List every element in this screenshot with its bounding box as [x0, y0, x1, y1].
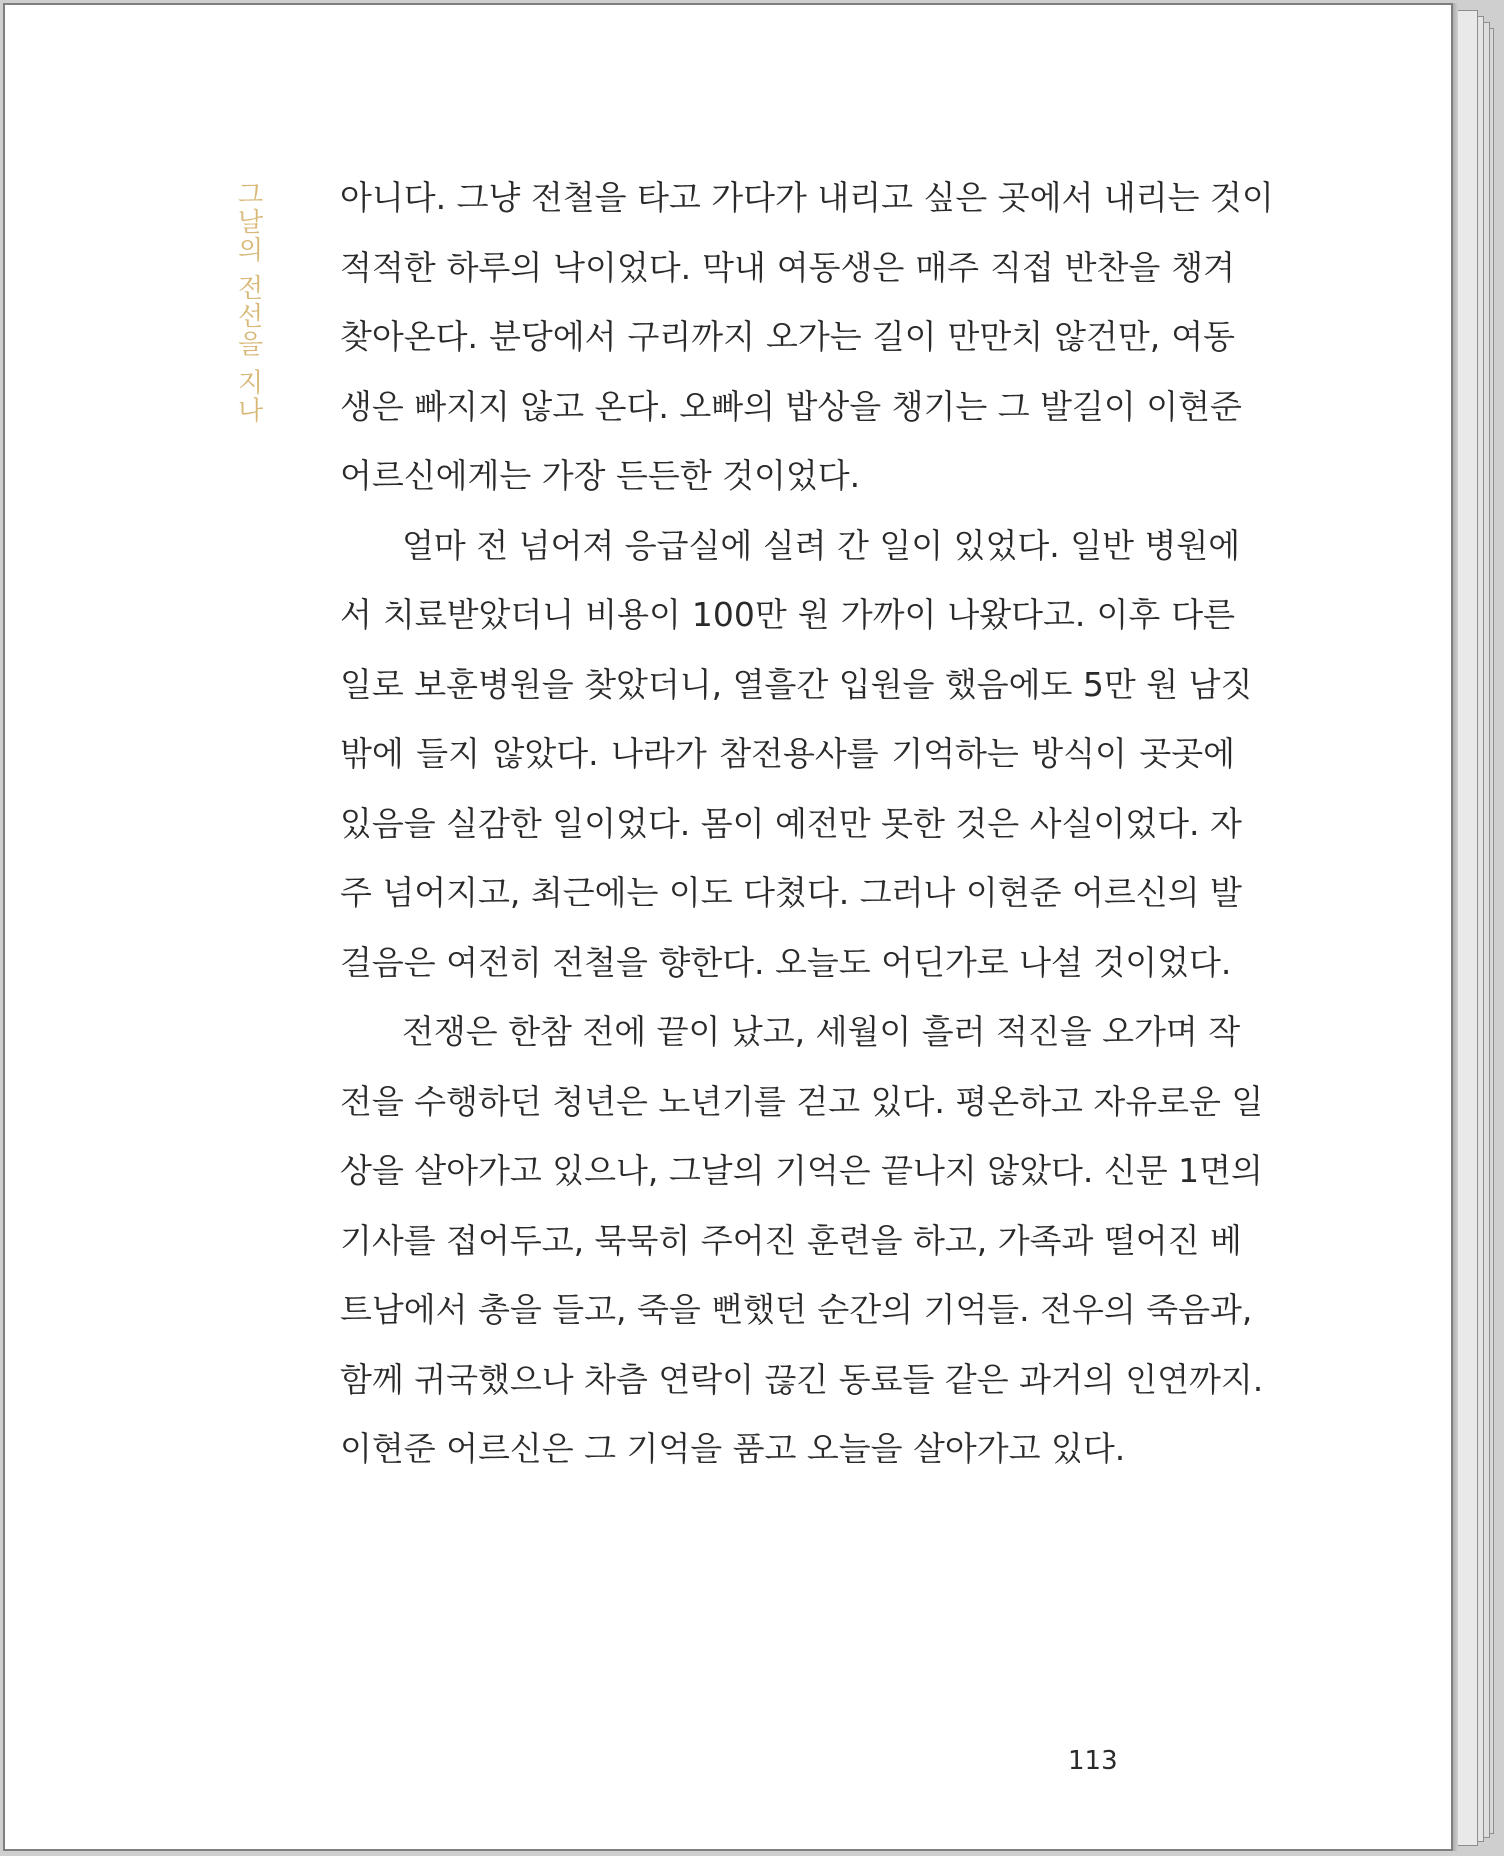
- text-line: 찾아온다. 분당에서 구리까지 오가는 길이 만만치 않건만, 여동: [340, 317, 1235, 356]
- text-line: 생은 빠지지 않고 온다. 오빠의 밥상을 챙기는 그 발길이 이현준: [340, 386, 1242, 426]
- text-line: 전을 수행하던 청년은 노년기를 걷고 있다. 평온하고 자유로운 일: [340, 1081, 1264, 1121]
- running-head: 그날의 전선을 지나: [233, 180, 263, 425]
- text-line: 밖에 들지 않았다. 나라가 참전용사를 기억하는 방식이 곳곳에: [340, 734, 1235, 773]
- paragraph-3: [340, 997, 1264, 1484]
- text-line: 서 치료받았더니 비용이 100만 원 가까이 나왔다고. 이후 다른: [340, 595, 1235, 634]
- text-line: 함께 귀국했으나 차츰 연락이 끊긴 동료들 같은 과거의 인연까지.: [340, 1359, 1264, 1399]
- text-line: 기사를 접어두고, 묵묵히 주어진 훈련을 하고, 가족과 떨어진 베: [340, 1220, 1242, 1260]
- paragraph-1: [340, 163, 1274, 511]
- text-line: 있음을 실감한 일이었다. 몸이 예전만 못한 것은 사실이었다. 자: [340, 803, 1242, 843]
- text-line: 상을 살아가고 있으나, 그날의 기억은 끝나지 않았다. 신문 1면의: [340, 1151, 1263, 1190]
- text-line: 트남에서 총을 들고, 죽을 뻔했던 순간의 기억들. 전우의 죽음과,: [340, 1290, 1253, 1329]
- page-number: 113: [1068, 1746, 1118, 1776]
- paragraph-2: [340, 511, 1253, 998]
- text-line: 적적한 하루의 낙이었다. 막내 여동생은 매주 직접 반찬을 챙겨: [340, 247, 1235, 287]
- text-line: 얼마 전 넘어져 응급실에 실려 간 일이 있었다. 일반 병원에: [402, 525, 1241, 565]
- text-line: 걸음은 여전히 전철을 향한다. 오늘도 어딘가로 나설 것이었다.: [340, 942, 1232, 982]
- text-line: 어르신에게는 가장 든든한 것이었다.: [340, 456, 861, 495]
- text-line: 일로 보훈병원을 찾았더니, 열흘간 입원을 했음에도 5만 원 남짓: [340, 664, 1253, 704]
- text-line: 주 넘어지고, 최근에는 이도 다쳤다. 그러나 이현준 어르신의 발: [340, 873, 1242, 912]
- body-text: [340, 163, 1274, 1484]
- page-edge: [1456, 10, 1478, 1846]
- text-line: 이현준 어르신은 그 기억을 품고 오늘을 살아가고 있다.: [340, 1429, 1126, 1468]
- text-line: 아니다. 그냥 전철을 타고 가다가 내리고 싶은 곳에서 내리는 것이: [340, 178, 1274, 217]
- text-line: 전쟁은 한참 전에 끝이 났고, 세월이 흘러 적진을 오가며 작: [402, 1012, 1241, 1051]
